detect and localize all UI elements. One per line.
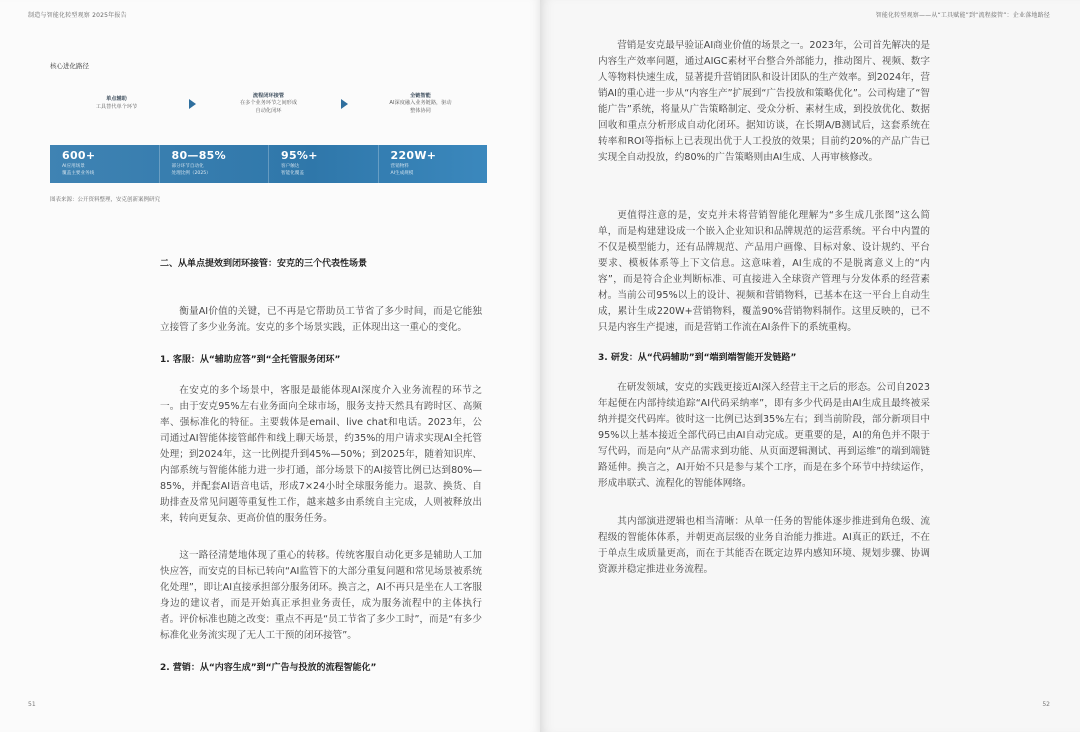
section-heading: 二、从单点提效到闭环接管：安克的三个代表性场景: [160, 259, 368, 269]
stage-2: [202, 93, 335, 116]
stage-desc: 在多个业务环节之间形成 自动化闭环: [239, 100, 298, 114]
intro-paragraph: 衡量AI价值的关键，已不再是它帮助员工节省了多少时间，而是它能独立接管了多少业务流。安克的多个场景实践，正体现出这一重心的变化。: [160, 306, 482, 333]
stage-desc: 工具替代单个环节: [95, 104, 138, 110]
stage-desc: AI深度融入业务链路，驱动 整体协同: [389, 100, 452, 114]
stage-name: 流程闭环接管: [252, 92, 285, 99]
marketing-paragraph-1: 营销是安克最早验证AI商业价值的场景之一。2023年，公司首先解决的是内容生产效率问题，通过AIGC素材平台整合外部能力，推动图片、视频、数字人等物料快速生成，显著提升营销团队和设计团队的生产效率。到2024年，营销AI的重心进一步从“内容生产”扩展到“广告投放和策略优化”。公司构建了“智能广告”系统，将量从广告策略制定、受众分析、素材生成，到投放优化、数据回收和重点分析形成自动化闭环。据知访谈，在长期A/B测试后，这套系统在转率和ROI等指标上已表现出优于人工投放的效果；目前约20%的产品广告已实现全自动投放，约80%的广告策略则由AI生成、人再审核修改。: [598, 40, 930, 163]
stage-name: 单点辅助: [106, 96, 127, 103]
stage-1: [50, 96, 183, 111]
marketing-paragraph-2: 更值得注意的是，安克并未将营销智能化理解为“多生成几张图”这么简单，而是构建建设成一个嵌入企业知识和品牌规范的运营系统。平台中内置的不仅是模型能力，还有品牌规范、产品用户画像、目标对象、设计规约、平台要求、模板体系等上下文信息。这意味着，AI生成的不是脱离意义上的“内容”，而是符合企业判断标准、可直接进入全球资产管理与分发体系的经营素材。当前公司95%以上的设计、视频和营销物料，已基本在这一平台上自动生成，累计生成220W+营销物料，覆盖90%营销物料制作。这里反映的，已不只是内容生产提速，而是营销工作流在AI条件下的系统重构。: [598, 210, 930, 333]
evolution-figure: [50, 55, 487, 185]
page-number: 52: [1042, 701, 1050, 708]
metric-label: 营销物料 AI生成规模: [390, 164, 414, 176]
stage-flow: [50, 85, 487, 123]
arrow-right-icon: [341, 99, 348, 109]
customer-service-paragraph-1: 在安克的多个场景中，客服是最能体现AI深度介入业务流程的环节之一。由于安克95%左右业务面向全球市场，服务支持天然具有跨时区、高频率、强标准化的特征。主要载体是email、live chat和电话。2023年，公司通过AI智能体接管邮件和线上聊天场景，约35%的用户请求实现AI全托管处理；到2024年，这一比例提升到45%—50%；到2025年，随着知识库、内部系统与智能体能力进一步打通，部分场景下的AI接管比例已达到80%—85%，并配套AI语音电话，形成7×24小时全球服务能力。退款、换货、自助排查及常见问题等重复性工作，越来越多由系统自主完成，人则被释放出来，转向更复杂、更高价值的服务任务。: [160, 385, 482, 524]
metric-value: 220W+: [390, 149, 437, 162]
arrow-right-icon: [189, 99, 196, 109]
metric-label: 客户触达 智能化覆盖: [281, 164, 304, 176]
metric-2: [160, 145, 270, 183]
metric-4: [379, 145, 488, 183]
metric-value: 80—85%: [171, 149, 226, 162]
subsection-heading-rnd: 3. 研发：从“代码辅助”到“端到端智能开发链路”: [598, 353, 797, 363]
rnd-paragraph-2: 其内部演进逻辑也相当清晰：从单一任务的智能体逐步推进到角色级、流程级的智能体体系，并朝更高层级的业务自治能力推进。AI真正的跃迁，不在于单点生成质量更高，而在于其能否在既定边界内感知环境、规划步骤、协调资源并稳定推进业务流程。: [598, 516, 930, 575]
running-head: 制造与智能化转型观察 2025年报告: [28, 12, 127, 19]
metric-1: [50, 145, 160, 183]
stage-3: [354, 93, 487, 116]
running-head: 智能化转型观察——从“工具赋能”到“流程接管”：企业落地路径: [875, 12, 1050, 19]
subsection-heading-customer-service: 1. 客服：从“辅助应答”到“全托管服务闭环”: [160, 355, 341, 365]
rnd-paragraph-1: 在研发领域，安克的实践更接近AI深入经营主干之后的形态。公司自2023年起便在内部持续追踪“AI代码采纳率”，即有多少代码是由AI生成且最终被采纳并提交代码库。彼时这一比例已达到35%左右；到当前阶段，部分新项目中95%以上基本接近全部代码已由AI自动完成。更重要的是，AI的角色并不限于写代码，而是向“从产品需求到功能、从页面逻辑测试、再到运维”的端到端链路延伸。换言之，AI开始不只是参与某个工序，而是在多个环节中持续运作，形成串联式、流程化的智能体网络。: [598, 382, 930, 489]
metric-3: [269, 145, 379, 183]
metric-value: 95%+: [281, 149, 318, 162]
metric-value: 600+: [62, 149, 96, 162]
figure-title: 核心进化路径: [50, 62, 89, 70]
customer-service-paragraph-2: 这一路径清楚地体现了重心的转移。传统客服自动化更多是辅助人工加快应答，而安克的目标已转向“AI监管下的大部分重复问题和常见场景被系统化处理”，即让AI直接承担部分服务闭环。换言之，AI不再只是坐在人工客服身边的建议者，而是开始真正承担业务责任，成为服务流程中的主体执行者。评价标准也随之改变：重点不再是“员工节省了多少工时”，而是“有多少标准化业务流实现了无人工干预的闭环接管”。: [160, 550, 482, 641]
figure-caption: 图表来源：公开资料整理，安克创新案例研究: [50, 197, 161, 203]
page-number: 51: [28, 701, 36, 708]
metric-label: 部分环节自动化 处理比例（2025）: [171, 164, 211, 176]
metric-label: AI应用场景 覆盖主要业务线: [62, 164, 95, 176]
stage-name: 全链智能: [410, 92, 431, 99]
right-page: [540, 0, 1080, 732]
metrics-band: [50, 145, 487, 183]
subsection-heading-marketing: 2. 营销：从“内容生成”到“广告与投放的流程智能化”: [160, 663, 377, 673]
